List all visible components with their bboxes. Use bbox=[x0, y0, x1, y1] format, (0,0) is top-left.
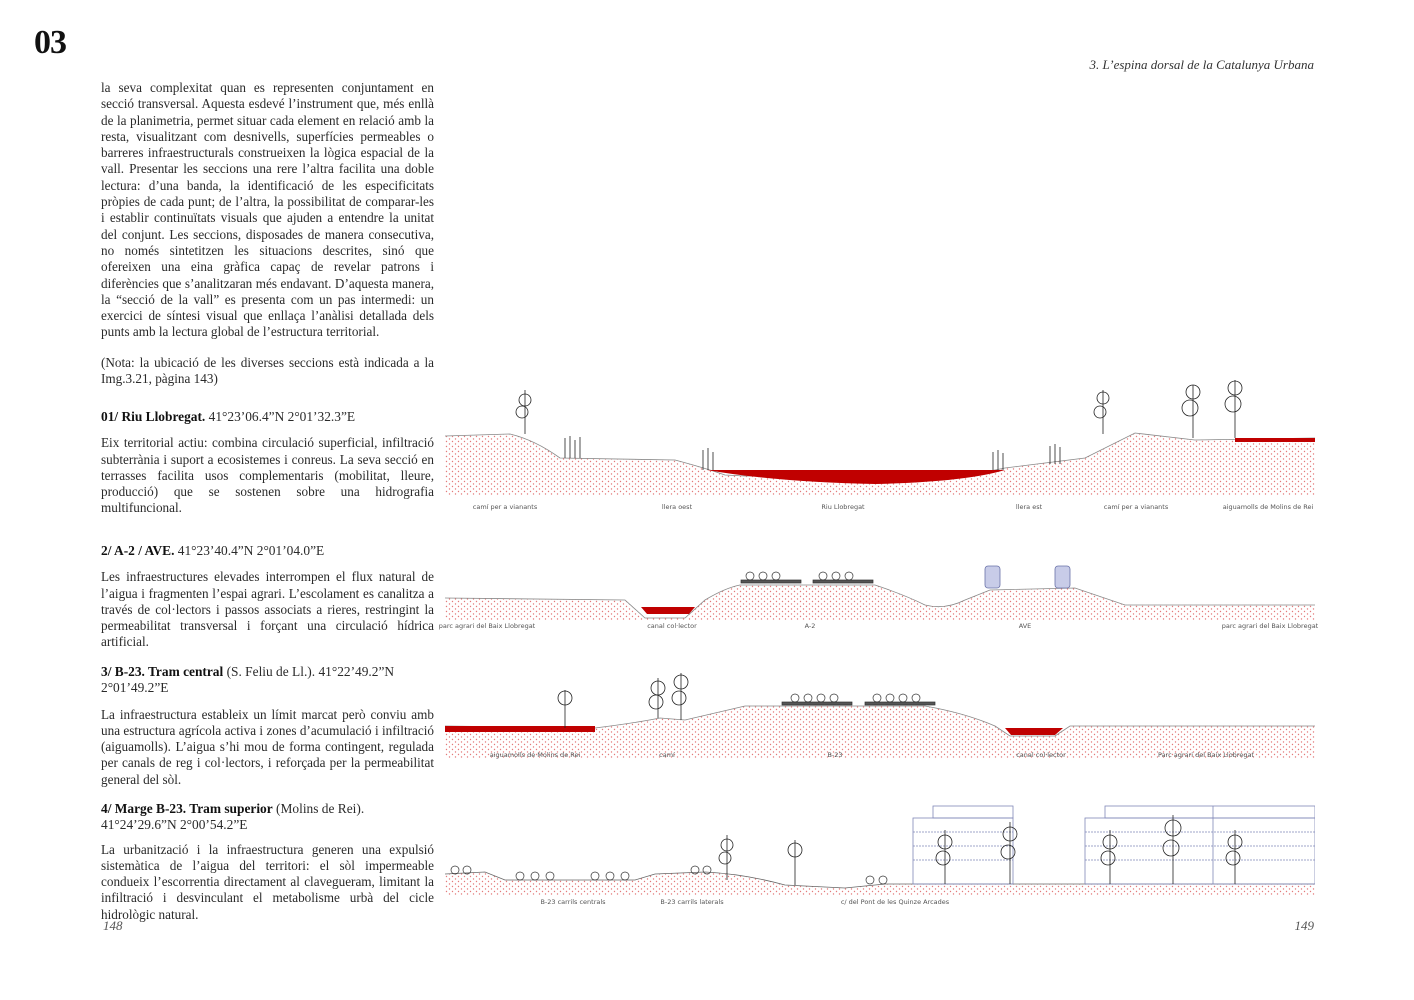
page-number-left: 148 bbox=[103, 918, 123, 933]
page-number-right: 149 bbox=[1294, 918, 1314, 933]
section-4-profile bbox=[445, 800, 1315, 900]
canal-water bbox=[1005, 728, 1063, 735]
section-2-body: Les infraestructures elevades interrompen el flux natural de l’aigua i fragmenten l’espai agrari. L’escolament es canalitza a través de col·lectors i passos associats a rieres, restringint la permeabilitat transversal i forçant una circulació hídrica artificial. bbox=[101, 569, 434, 650]
section-1-label: camí per a vianants bbox=[1103, 503, 1169, 511]
section-1-label: camí per a vianants bbox=[472, 503, 538, 511]
running-head: 3. L’espina dorsal de la Catalunya Urbana bbox=[1089, 57, 1314, 72]
wetland-water bbox=[1235, 438, 1315, 442]
section-3-label: canal col·lector bbox=[1016, 751, 1066, 759]
section-3-coords: (S. Feliu de Ll.). 41°22’49.2”N 2°01’49.2”E bbox=[101, 664, 395, 696]
wetland-water bbox=[445, 726, 595, 732]
section-1-label: aiguamolls de Molins de Rei bbox=[1222, 503, 1314, 511]
section-4-body: La urbanització i la infraestructura generen una expulsió sistemàtica de l’aigua del territori: el sòl impermeable condueix l’escorrentia directament al clavegueram, limitant la infiltració i desvinculant el metabolisme urbà del cicle hidrològic natural. bbox=[101, 841, 434, 922]
section-3-title-bold: 3/ B-23. Tram central bbox=[101, 664, 224, 679]
intro-note: (Nota: la ubicació de les diverses seccions està indicada a la Img.3.21, pàgina 143) bbox=[101, 354, 434, 387]
canal-water bbox=[641, 607, 695, 614]
section-4-text bbox=[101, 801, 434, 923]
intro-text bbox=[101, 80, 434, 401]
section-1-title bbox=[101, 409, 434, 425]
section-2-label: A-2 bbox=[804, 622, 816, 630]
soil-fill bbox=[445, 585, 1315, 620]
section-3-label: camí bbox=[659, 751, 675, 759]
section-2-drawing bbox=[438, 560, 1319, 640]
section-4-label: c/ del Pont de les Quinze Arcades bbox=[840, 898, 950, 906]
soil-fill bbox=[445, 433, 1315, 495]
intro-paragraph: la seva complexitat quan es representen conjuntament en secció transversal. Aquesta esdevé l’instrument que, més enllà de la planimetria, permet situar cada element en relació amb la resta, visualitzant com desnivells, superfícies permeables o barreres infraestructurals construeixen la lògica espacial de la vall. Presentar les seccions una rere l’altra facilita una doble lectura: d’una banda, la identificació de les especificitats pròpies de cada punt; de l’altra, la possibilitat de comparar-les i establir continuïtats visuals que ajuden a entendre la unitat del conjunt. Les seccions, disposades de manera consecutiva, no només sintetitzen les situacions descrites, sinó que ofereixen una eina gràfica capaç de revelar patrons i diferències que s’analitzaran més endavant. D’aquesta manera, la “secció de la vall” es presenta com un pas intermedi: un exercici de síntesi visual que enllaça l’anàlisi detallada dels punts amb la lectura global de l’estructura territorial. bbox=[101, 80, 434, 340]
section-3-label: Parc agrari del Baix Llobregat bbox=[1158, 751, 1254, 759]
car-icon bbox=[782, 694, 935, 705]
section-4-drawing bbox=[445, 800, 1315, 915]
section-1-coords: 41°23’06.4”N 2°01’32.3”E bbox=[205, 409, 356, 424]
section-3-profile bbox=[445, 668, 1315, 758]
chapter-number: 03 bbox=[34, 24, 66, 61]
section-4-coords: (Molins de Rei). 41°24’29.6”N 2°00’54.2”E bbox=[101, 801, 365, 833]
tree-icon bbox=[516, 380, 1242, 438]
section-2-title-bold: 2/ A-2 / AVE. bbox=[101, 543, 175, 558]
section-1-title-bold: 01/ Riu Llobregat. bbox=[101, 409, 206, 424]
section-4-label: B-23 carrils laterals bbox=[660, 898, 724, 906]
section-4-title-bold: 4/ Marge B-23. Tram superior bbox=[101, 801, 273, 816]
section-1-drawing bbox=[445, 370, 1315, 520]
section-2-text bbox=[101, 543, 434, 651]
section-2-coords: 41°23’40.4”N 2°01’04.0”E bbox=[174, 543, 325, 558]
section-2-label: parc agrari del Baix Llobregat bbox=[1221, 622, 1319, 630]
car-icon bbox=[741, 572, 873, 583]
soil-fill bbox=[445, 872, 1315, 895]
section-1-label: Riu Llobregat bbox=[821, 503, 865, 511]
tree-icon bbox=[719, 815, 1242, 885]
section-1-profile bbox=[445, 370, 1315, 500]
section-1-label: llera oest bbox=[661, 503, 693, 511]
section-1-body: Eix territorial actiu: combina circulació superficial, infiltració subterrània i suport a ecosistemes i conreus. La seva secció en terrasses facilita usos complementaris (mobilitat, lleure, producció) que se sostenen sobre una hidrografia multifuncional. bbox=[101, 435, 434, 516]
section-1-text bbox=[101, 409, 434, 517]
section-2-label: parc agrari del Baix Llobregat bbox=[438, 622, 536, 630]
section-2-label: AVE bbox=[1018, 622, 1032, 630]
section-3-label: B-23 bbox=[827, 751, 843, 759]
section-2-title bbox=[101, 543, 434, 559]
section-4-title bbox=[101, 801, 434, 834]
section-3-drawing bbox=[445, 668, 1315, 763]
building-icon bbox=[913, 806, 1315, 884]
section-4-label: B-23 carrils centrals bbox=[540, 898, 606, 906]
section-3-label: aiguamolls de Molins de Rei bbox=[489, 751, 581, 759]
section-2-profile bbox=[445, 560, 1315, 620]
section-3-title bbox=[101, 664, 434, 697]
section-1-label: llera est bbox=[1015, 503, 1043, 511]
section-3-text bbox=[101, 664, 434, 788]
section-2-label: canal col·lector bbox=[647, 622, 697, 630]
section-3-body: La infraestructura estableix un límit marcat però conviu amb una estructura agrícola activa i zones d’acumulació i infiltració (aiguamolls). L’aigua s’hi mou de forma contingent, regulada per canals de reg i col·lectors, i reforçada per la permeabilitat general del sòl. bbox=[101, 706, 434, 787]
train-icon bbox=[985, 566, 1070, 588]
